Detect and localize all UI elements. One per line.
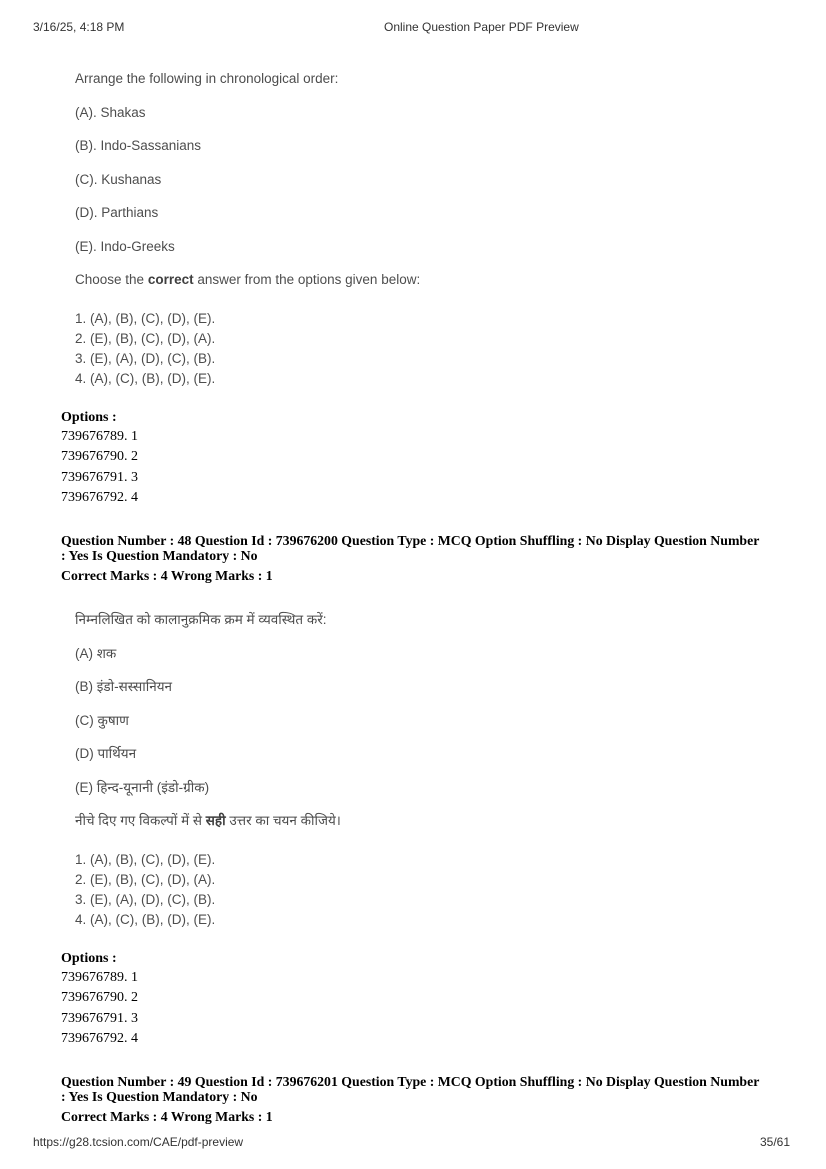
choose-bold-word: correct [147, 272, 194, 287]
option-id-row-1: 739676789. 1 [61, 428, 138, 444]
question-meta-q48 [61, 533, 767, 584]
choice-line-4: 4. (A), (C), (B), (D), (E). [75, 370, 216, 386]
option-id-row-1: 739676789. 1 [61, 969, 138, 985]
question-hi-block [61, 603, 767, 930]
options-label: Options : [61, 409, 117, 425]
print-header [33, 20, 790, 36]
question-en-prompt: Arrange the following in chronological order: [75, 71, 339, 86]
option-id-list [61, 427, 767, 509]
option-id-row-2: 739676790. 2 [61, 990, 138, 1005]
print-title: Online Question Paper PDF Preview [384, 20, 579, 34]
question-hi-choices [75, 850, 767, 930]
question-hi-item-d: (D) पार्थियन [75, 746, 137, 761]
question-hi-item-a: (A) शक [75, 645, 117, 661]
marks-line-q49: Correct Marks : 4 Wrong Marks : 1 [61, 1108, 273, 1124]
footer-url: https://g28.tcsion.com/CAE/pdf-preview [33, 1135, 244, 1149]
question-en-item-c: (C). Kushanas [75, 171, 162, 187]
options-block-q48 [61, 409, 767, 509]
footer-page-number: 35/61 [759, 1135, 790, 1149]
option-id-list [61, 968, 767, 1050]
option-id-row-2: 739676790. 2 [61, 449, 138, 464]
question-en-choose-line [75, 263, 767, 297]
options-block-q49 [61, 950, 767, 1050]
choose-prefix-hi: नीचे दिए गए विकल्पों में से [75, 813, 206, 828]
choose-bold-word-hi: सही [205, 813, 226, 828]
option-id-row-3: 739676791. 3 [61, 469, 138, 485]
page-content [61, 62, 767, 1124]
choose-suffix: answer from the options given below: [193, 272, 421, 287]
choice-line-1: 1. (A), (B), (C), (D), (E). [75, 310, 216, 326]
question-hi-item-e: (E) हिन्द-यूनानी (इंडो-ग्रीक) [75, 779, 210, 795]
choose-suffix-hi: उत्तर का चयन कीजिये। [225, 813, 341, 828]
choice-line-1: 1. (A), (B), (C), (D), (E). [75, 851, 216, 867]
print-footer [33, 1135, 790, 1151]
question-en-choices [75, 309, 767, 389]
print-datetime: 3/16/25, 4:18 PM [33, 20, 125, 34]
options-label: Options : [61, 950, 117, 966]
question-hi-item-b: (B) इंडो-सस्सानियन [75, 679, 173, 694]
choose-prefix: Choose the [75, 272, 148, 287]
meta-line-q48: Question Number : 48 Question Id : 739676200 Question Type : MCQ Option Shuffling : No Display Question Number : Yes Is Question Mandatory : No [61, 532, 760, 563]
choice-line-2: 2. (E), (B), (C), (D), (A). [75, 871, 216, 887]
question-en-item-b: (B). Indo-Sassanians [75, 138, 202, 153]
option-id-row-3: 739676791. 3 [61, 1010, 138, 1026]
question-en-item-d: (D). Parthians [75, 205, 159, 220]
option-id-row-4: 739676792. 4 [61, 490, 138, 505]
meta-line-q49: Question Number : 49 Question Id : 739676201 Question Type : MCQ Option Shuffling : No Display Question Number : Yes Is Question Mandatory : No [61, 1073, 760, 1104]
choice-line-2: 2. (E), (B), (C), (D), (A). [75, 330, 216, 346]
question-en-item-a: (A). Shakas [75, 104, 146, 120]
marks-line-q48: Correct Marks : 4 Wrong Marks : 1 [61, 567, 273, 583]
question-en-item-e: (E). Indo-Greeks [75, 238, 175, 254]
question-hi-choose-line [75, 804, 767, 838]
choice-line-4: 4. (A), (C), (B), (D), (E). [75, 911, 216, 927]
question-hi-prompt: निम्नलिखित को कालानुक्रमिक क्रम में व्यवस्थित करें: [75, 612, 327, 627]
choice-line-3: 3. (E), (A), (D), (C), (B). [75, 350, 216, 366]
question-en-block [61, 62, 767, 389]
question-meta-q49 [61, 1074, 767, 1125]
question-hi-item-c: (C) कुषाण [75, 712, 129, 728]
option-id-row-4: 739676792. 4 [61, 1031, 138, 1046]
choice-line-3: 3. (E), (A), (D), (C), (B). [75, 891, 216, 907]
